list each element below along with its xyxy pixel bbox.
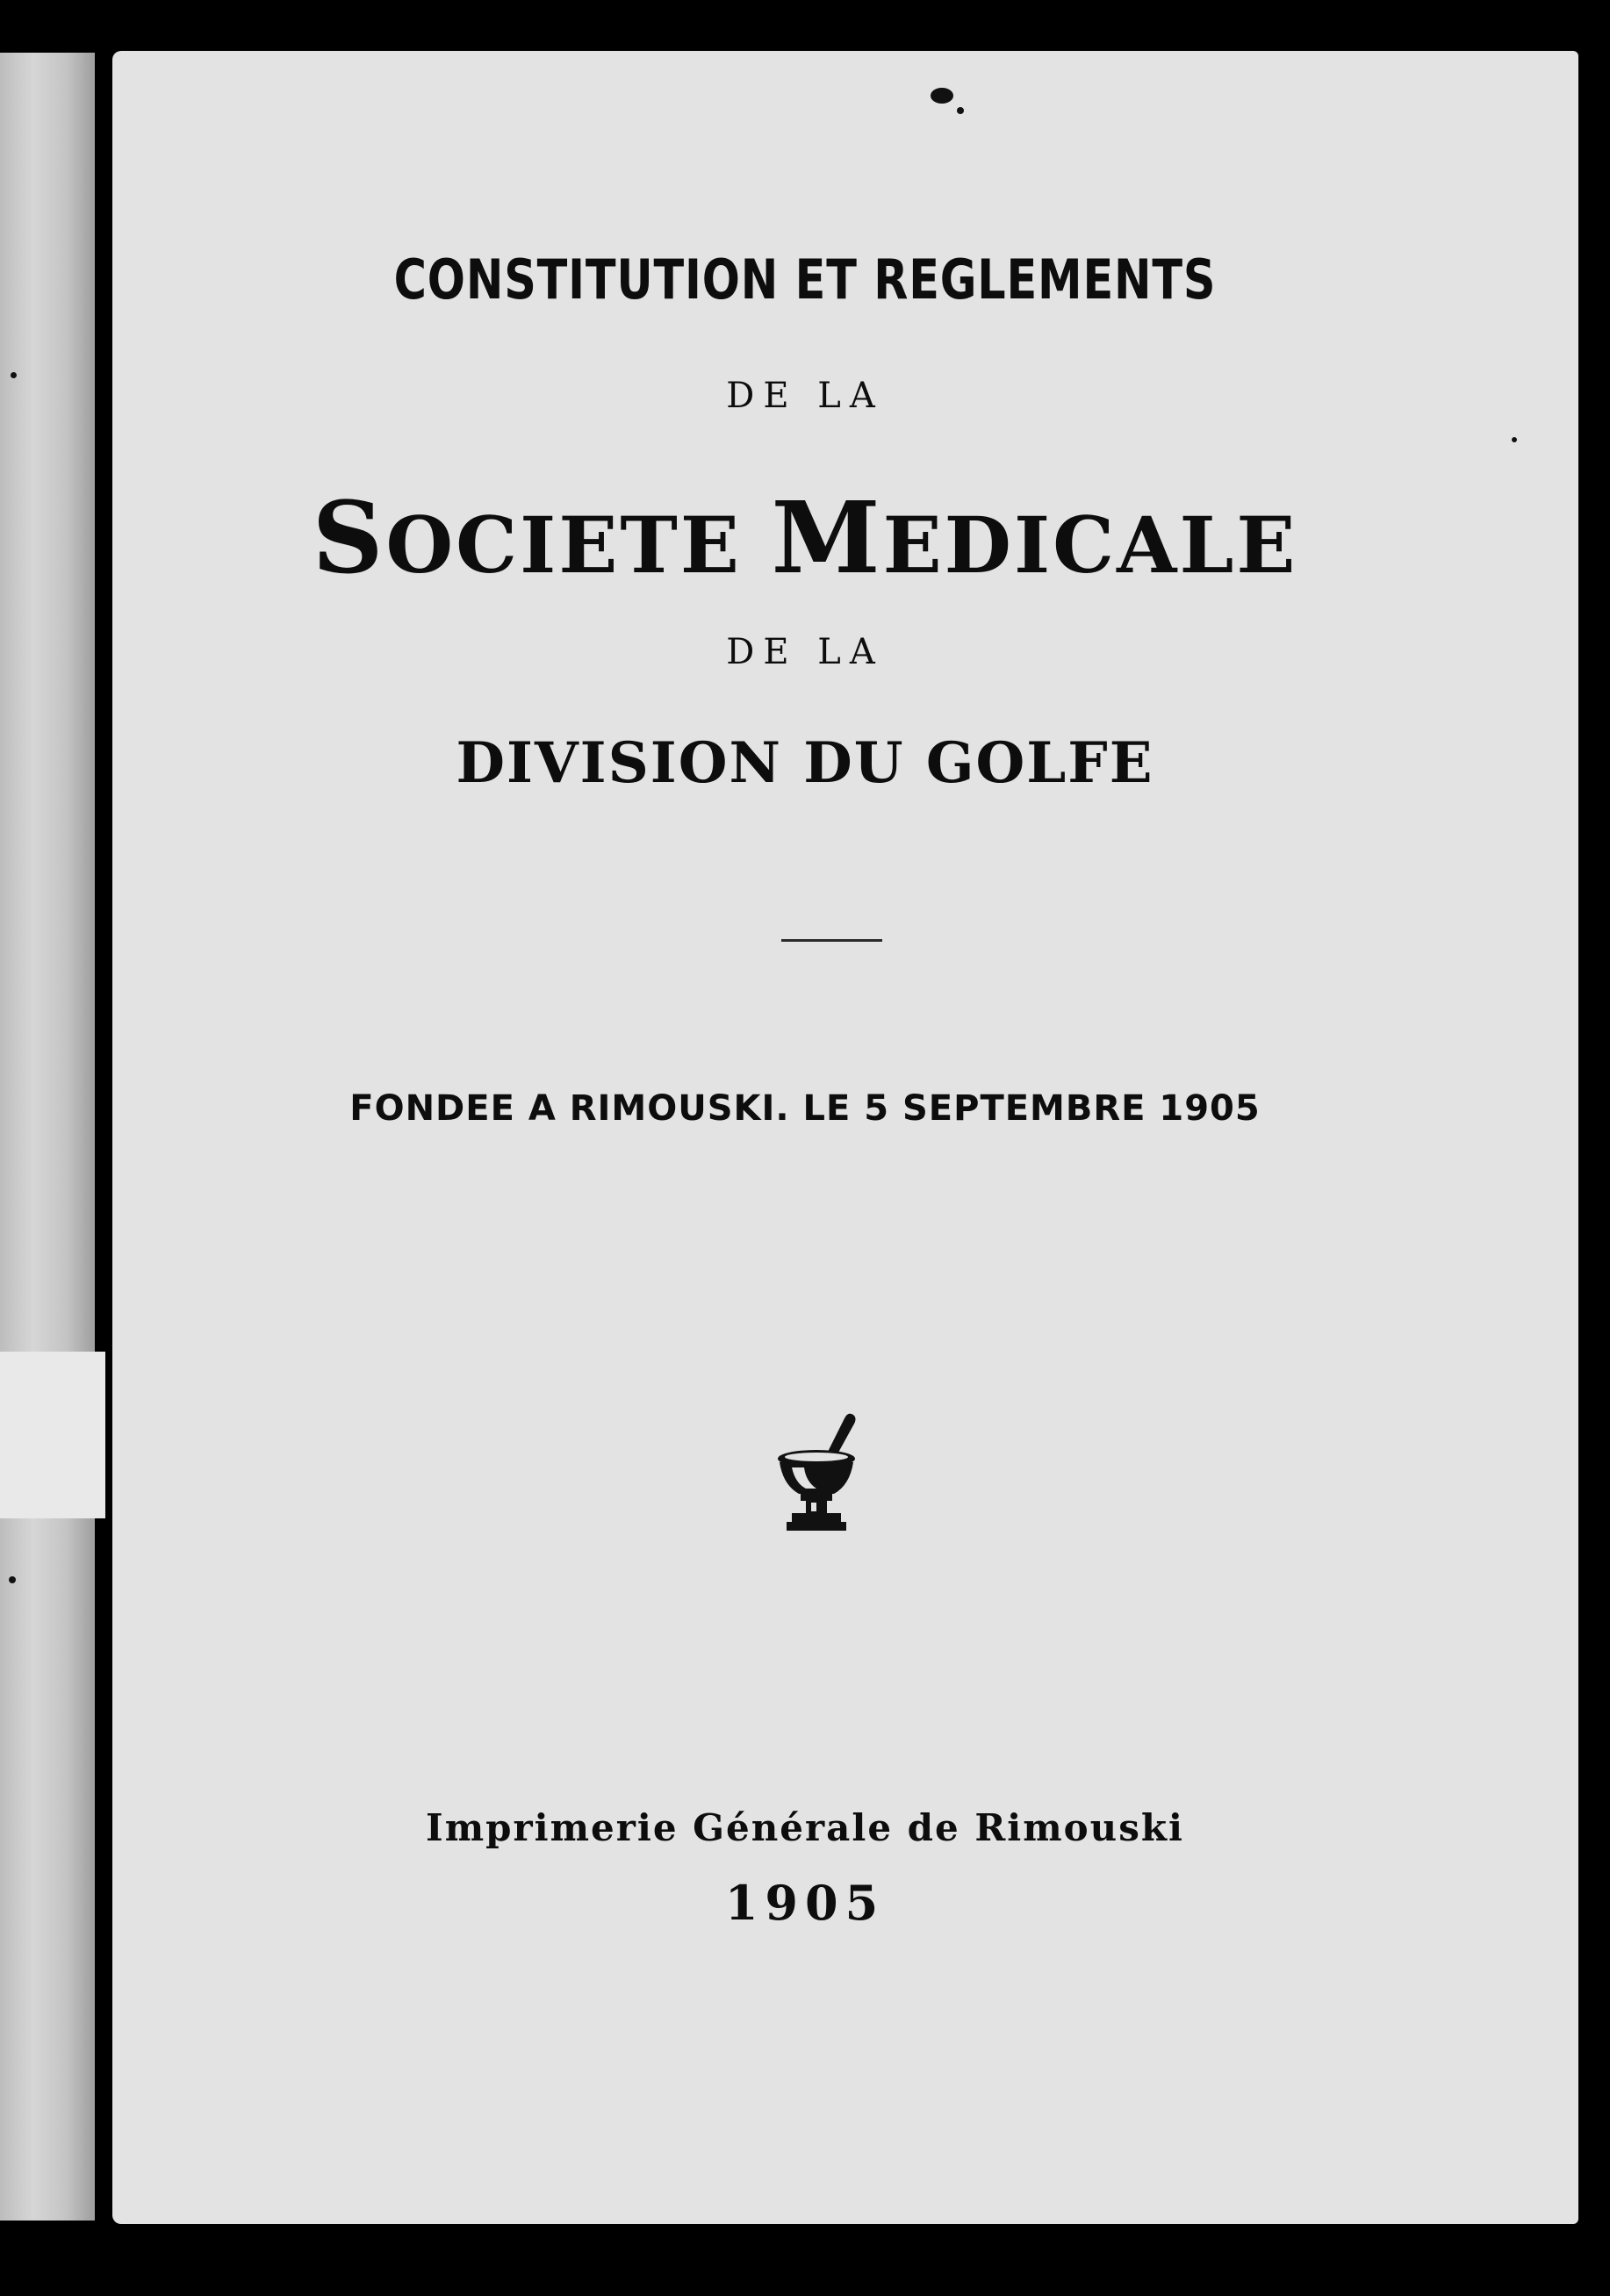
ink-speck (957, 107, 964, 114)
paper-patch (0, 1352, 105, 1518)
title-line-division-du-golfe: DIVISION DU GOLFE (456, 730, 1154, 796)
subtitle-de-la-2: DE LA (726, 632, 884, 672)
initial-s: S (312, 481, 386, 596)
title-word-societe: OCIETE (385, 499, 772, 591)
ink-speck (1512, 437, 1517, 442)
mortar-and-pestle-icon (771, 1404, 867, 1536)
initial-m: M (771, 481, 883, 596)
publication-year: 1905 (724, 1875, 886, 1931)
founding-statement: FONDEE A RIMOUSKI. LE 5 SEPTEMBRE 1905 (349, 1088, 1261, 1129)
divider-rule (781, 939, 882, 942)
ink-speck (931, 88, 953, 104)
title-line-societe-medicale (0, 481, 1610, 596)
ink-speck (9, 1576, 16, 1583)
title-word-medicale: EDICALE (882, 499, 1298, 591)
title-line-constitution: CONSTITUTION ET REGLEMENTS (393, 248, 1217, 312)
subtitle-de-la-1: DE LA (726, 376, 884, 416)
printer-imprint: Imprimerie Générale de Rimouski (426, 1806, 1184, 1849)
